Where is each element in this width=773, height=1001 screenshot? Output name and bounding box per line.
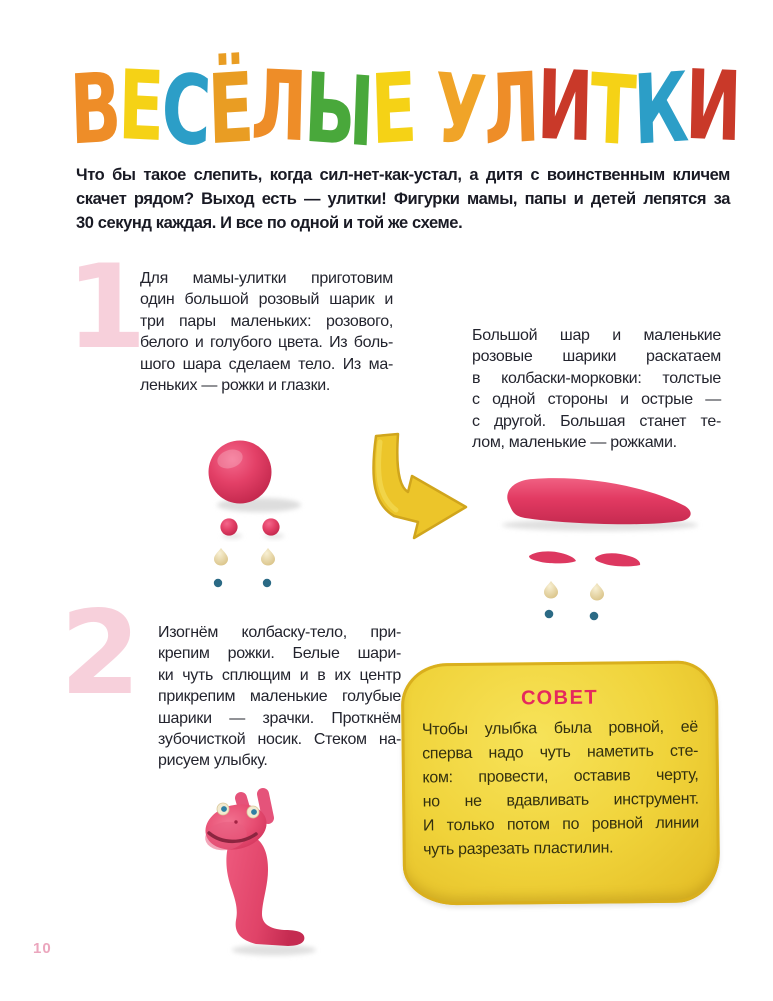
blue-dot: [545, 610, 554, 619]
tip-text: [422, 716, 699, 863]
text-line: Для мамы-улитки приготовим: [140, 270, 393, 287]
title-letter: Ы: [302, 51, 373, 169]
text-line: но не вдавливать инструмент.: [422, 790, 699, 811]
blue-dot: [590, 612, 599, 621]
text-line: Что бы такое слепить, когда сил-нет-как-устал, а дитя с воинственным кличем: [76, 166, 730, 184]
right-column-text: [472, 325, 721, 453]
cream-cone: [261, 548, 275, 566]
snail-body: [226, 838, 304, 946]
title-letter: Е: [369, 51, 416, 167]
title-letter: И: [684, 48, 741, 164]
page-number: 10: [33, 940, 52, 957]
title-letter: С: [159, 52, 210, 168]
cream-cone: [544, 581, 558, 599]
title-letter: К: [631, 51, 688, 167]
snail-nose: [234, 820, 237, 823]
page-title: [68, 48, 741, 169]
text-line: белого и голубого цвета. Из боль-: [140, 334, 393, 352]
big-sausage: [507, 478, 690, 524]
small-sausage: [529, 551, 576, 563]
step-1-text: [140, 268, 393, 396]
text-line: Большой шар и маленькие: [472, 327, 721, 344]
text-line: Чтобы улыбка была ровной, её: [421, 718, 699, 739]
text-line: шого шара сделаем тело. Из ма-: [140, 355, 393, 373]
title-letter: Л: [482, 51, 539, 167]
small-pink-ball: [220, 518, 237, 535]
title-letter: Ё: [206, 51, 253, 167]
big-pink-ball: [209, 441, 272, 504]
small-sausage: [595, 553, 640, 566]
text-line: 30 секунд каждая. И все по одной и той же схеме.: [76, 214, 463, 232]
tip-title: СОВЕТ: [520, 686, 599, 710]
tip-box: [401, 660, 721, 905]
text-line: с одной стороны и острые —: [472, 391, 721, 409]
title-letter: И: [535, 48, 592, 164]
text-line: крепим рожки. Белые шари-: [158, 645, 401, 663]
snail-shadow: [232, 945, 316, 956]
title-letter: Т: [588, 52, 636, 168]
text-line: один большой розовый шарик и: [140, 291, 393, 309]
title-letter: Л: [249, 48, 306, 164]
step-2-text: [158, 622, 401, 772]
text-line: розовые шарики раскатаем: [472, 348, 721, 366]
text-line: И только потом по ровной линии: [422, 814, 700, 835]
snail-pupil: [251, 809, 257, 815]
arrow-icon: [360, 430, 482, 548]
small-pink-ball: [262, 518, 279, 535]
photo-plasticine-sausages: [495, 468, 713, 630]
blue-dot: [214, 579, 222, 587]
text-line: зубочисткой носик. Стеком на-: [158, 731, 401, 749]
step-2-number: 2: [60, 586, 141, 721]
cream-cone: [214, 548, 228, 566]
snail-pupil: [221, 806, 227, 812]
text-line: шарики — зрачки. Проткнём: [158, 709, 401, 727]
text-line: сперва надо чуть наметить сте-: [422, 742, 699, 763]
intro-paragraph: [76, 163, 730, 235]
step-1-number: 1: [66, 240, 147, 375]
text-line: с другой. Большая станет те-: [472, 412, 721, 430]
title-letter: В: [68, 51, 121, 167]
text-line: прикрепим маленькие голубые: [158, 688, 401, 706]
photo-plasticine-snail: [200, 782, 325, 962]
title-letter: Е: [117, 49, 163, 163]
text-line: три пары маленьких: розового,: [140, 312, 393, 330]
text-line: скачет рядом? Выход есть — улитки! Фигурки мамы, папы и детей лепятся за: [76, 190, 730, 208]
text-line: ком: провести, оставив черту,: [422, 766, 699, 787]
text-line: в колбаски-морковки: толстые: [472, 369, 721, 387]
text-line: Изогнём колбаску-тело, при-: [158, 624, 401, 641]
text-line: чуть разрезать пластилин.: [423, 839, 614, 859]
title-letter: У: [432, 52, 486, 168]
cream-cone: [590, 583, 604, 601]
text-line: лом, маленькие — рожками.: [472, 434, 677, 452]
photo-plasticine-balls: [185, 432, 315, 597]
blue-dot: [263, 579, 271, 587]
text-line: ки чуть сплющим и в их центр: [158, 666, 401, 684]
text-line: рисуем улыбку.: [158, 752, 268, 770]
text-line: леньких — рожки и глазки.: [140, 377, 331, 395]
